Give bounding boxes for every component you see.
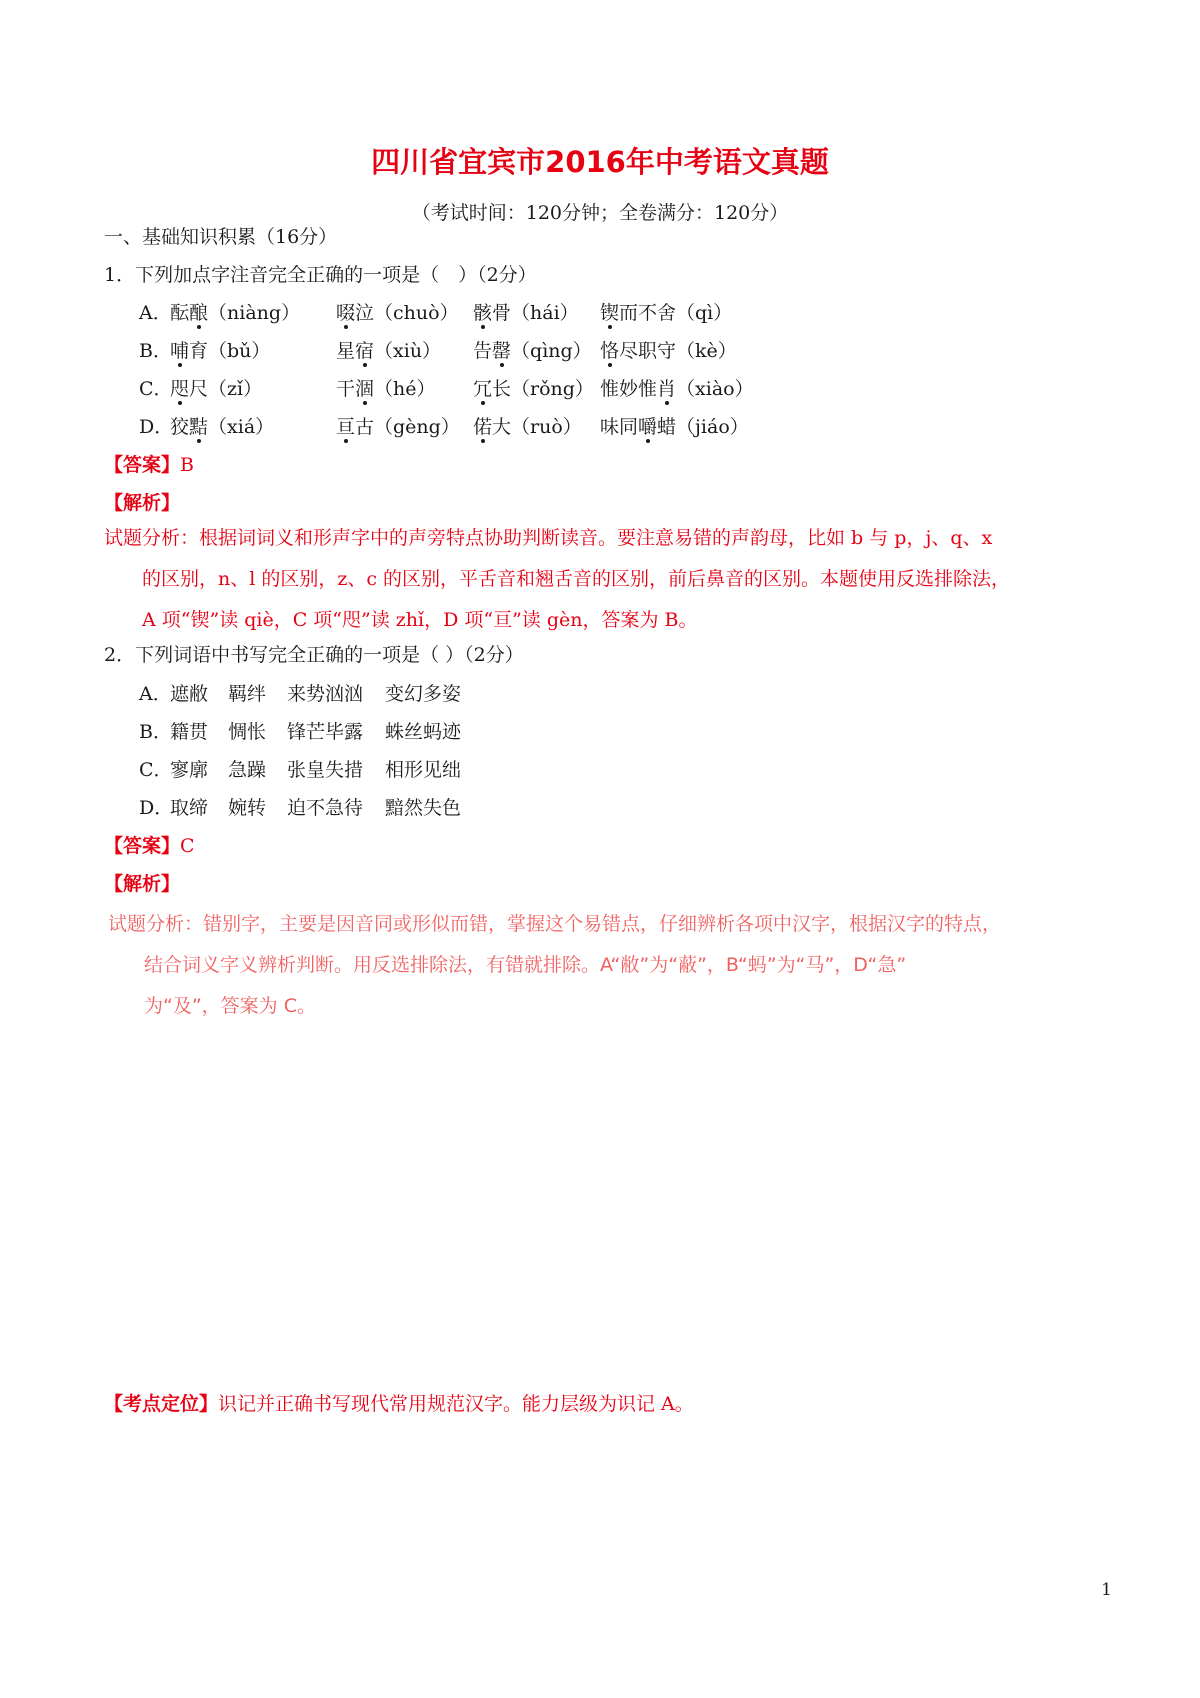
option-word: 来势汹汹 [287, 683, 364, 705]
option-word: 蛛丝蚂迹 [385, 721, 462, 743]
option-word: 遮敝 [170, 683, 209, 705]
option-item: 锲而不舍（qì） [600, 302, 733, 324]
question-1-answer [104, 450, 194, 477]
page-number: 1 [1101, 1580, 1112, 1600]
answer-value: C [180, 835, 195, 857]
question-1-stem: 1．下列加点字注音完全正确的一项是（ ）（2分） [104, 264, 537, 286]
option-word: 急躁 [228, 759, 267, 781]
dotted-character: 罄 [492, 340, 512, 362]
dotted-character: 亘 [336, 416, 356, 438]
dotted-character: 啜 [336, 302, 356, 324]
section-heading: 一、基础知识积累（16分） [104, 226, 338, 248]
exam-point [104, 1389, 694, 1416]
question-2-analysis-tag: 【解析】 [104, 873, 181, 895]
analysis-line: 结合词义字义辨析判断。用反选排除法，有错就排除。A“敝”为“蔽”，B“蚂”为“马”，D“急” [144, 954, 907, 976]
answer-value: B [180, 454, 194, 476]
option-item: 告罄（qìng） [473, 340, 592, 362]
option-label: C． [139, 759, 173, 781]
dotted-character: 嚼 [638, 416, 658, 438]
exam-point-text: 识记并正确书写现代常用规范汉字。能力层级为识记 A。 [218, 1393, 694, 1415]
analysis-line: 为“及”，答案为 C。 [144, 995, 316, 1017]
option-label: C． [139, 378, 173, 400]
option-item: 狡黠（xiá） [170, 416, 275, 438]
question-2-stem: 2．下列词语中书写完全正确的一项是（ ）（2分） [104, 644, 524, 666]
dotted-character: 肖 [657, 378, 677, 400]
option-item: 冗长（rǒng） [473, 378, 594, 400]
option-word: 迫不急待 [287, 797, 364, 819]
option-item: 星宿（xiù） [336, 340, 442, 362]
option-label: A． [139, 683, 172, 705]
option-label: A． [139, 302, 172, 324]
question-1-analysis [104, 518, 1010, 641]
dotted-character: 酿 [189, 302, 209, 324]
option-item: 骸骨（hái） [473, 302, 579, 324]
analysis-line: 试题分析：错别字，主要是因音同或形似而错，掌握这个易错点，仔细辨析各项中汉字，根据汉字的特点， [108, 913, 1002, 935]
dotted-character: 冗 [473, 378, 493, 400]
option-word: 籍贯 [170, 721, 209, 743]
dotted-character: 宿 [355, 340, 375, 362]
analysis-line: 试题分析：根据词词义和形声字中的声旁特点协助判断读音。要注意易错的声韵母，比如 b 与 p，j、q、x [104, 527, 993, 549]
option-label: B． [139, 340, 172, 362]
option-item: 亘古（gèng） [336, 416, 460, 438]
option-word: 羁绊 [228, 683, 267, 705]
exam-info: （考试时间：120分钟；全卷满分：120分） [411, 202, 789, 224]
option-item: 偌大（ruò） [473, 416, 582, 438]
dotted-character: 恪 [600, 340, 620, 362]
question-2-answer [104, 831, 195, 858]
dotted-character: 哺 [170, 340, 190, 362]
dotted-character: 偌 [473, 416, 493, 438]
dotted-character: 涸 [355, 378, 375, 400]
option-word: 相形见绌 [385, 759, 462, 781]
option-word: 惆怅 [228, 721, 267, 743]
option-label: B． [139, 721, 172, 743]
dotted-character: 骸 [473, 302, 493, 324]
dotted-character: 锲 [600, 302, 620, 324]
option-label: D． [139, 416, 174, 438]
question-2-analysis [108, 904, 1001, 1027]
option-item: 哺育（bǔ） [170, 340, 271, 362]
option-word: 锋芒毕露 [287, 721, 364, 743]
option-item: 味同嚼蜡（jiáo） [600, 416, 749, 438]
answer-tag: 【答案】 [104, 835, 181, 857]
option-item: 啜泣（chuò） [336, 302, 459, 324]
option-item: 酝酿（niàng） [170, 302, 301, 324]
option-item: 恪尽职守（kè） [600, 340, 737, 362]
analysis-line: A 项“锲”读 qiè，C 项“咫”读 zhǐ，D 项“亘”读 gèn，答案为 B。 [142, 609, 698, 631]
option-word: 婉转 [228, 797, 267, 819]
option-item: 咫尺（zǐ） [170, 378, 263, 400]
dotted-character: 咫 [170, 378, 190, 400]
option-word: 寥廓 [170, 759, 209, 781]
option-word: 黯然失色 [385, 797, 462, 819]
page-title: 四川省宜宾市2016年中考语文真题 [371, 145, 829, 179]
question-1-analysis-tag: 【解析】 [104, 492, 181, 514]
option-word: 取缔 [170, 797, 209, 819]
dotted-character: 黠 [189, 416, 209, 438]
option-word: 变幻多姿 [385, 683, 462, 705]
option-word: 张皇失措 [287, 759, 364, 781]
option-item: 惟妙惟肖（xiào） [600, 378, 754, 400]
option-label: D． [139, 797, 174, 819]
option-item: 干涸（hé） [336, 378, 436, 400]
answer-tag: 【答案】 [104, 454, 181, 476]
analysis-line: 的区别，n、l 的区别，z、c 的区别，平舌音和翘舌音的区别，前后鼻音的区别。本题使用反选排除法， [142, 568, 1011, 590]
exam-point-tag: 【考点定位】 [104, 1393, 219, 1415]
